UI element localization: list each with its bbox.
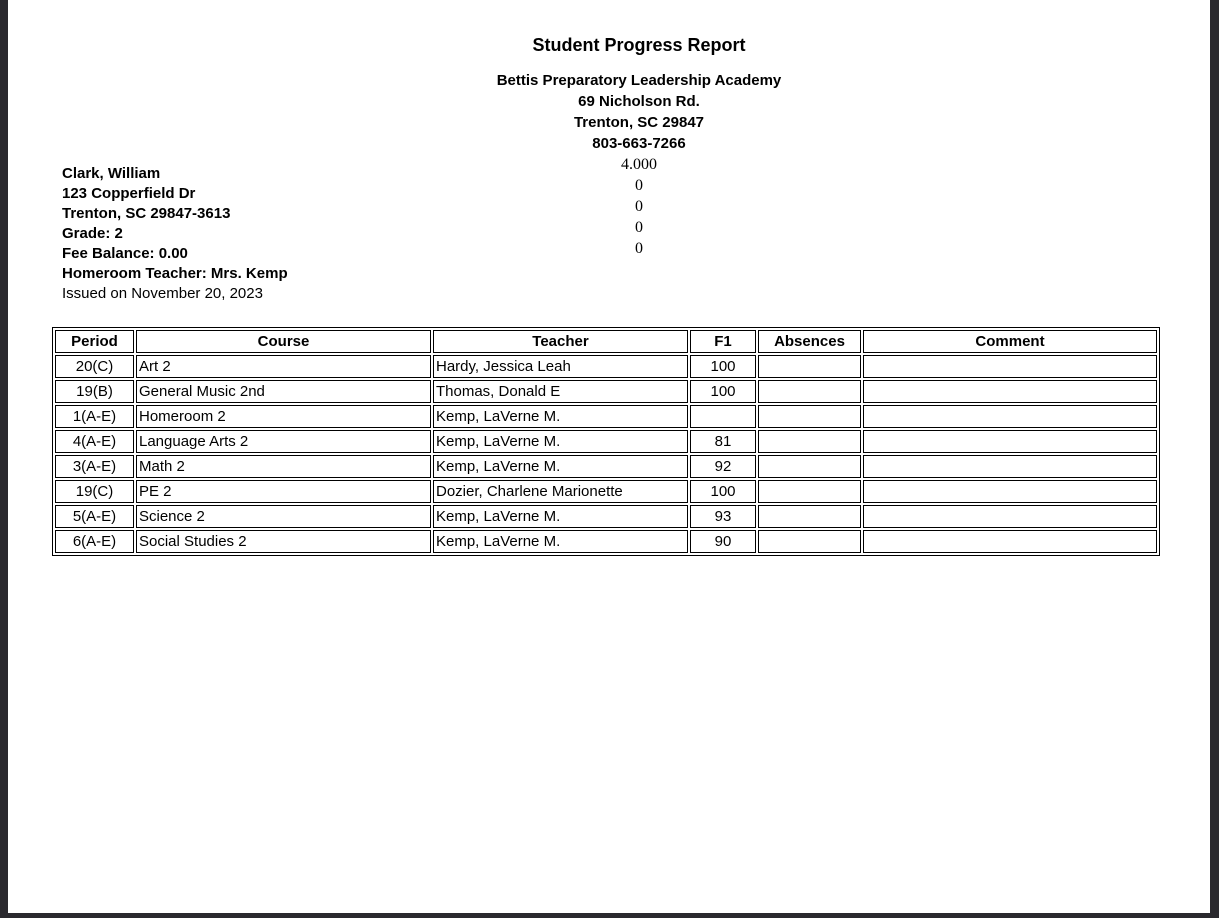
f1-cell: 81 bbox=[690, 430, 756, 453]
comment-cell bbox=[863, 355, 1157, 378]
course-cell: Homeroom 2 bbox=[136, 405, 431, 428]
period-cell: 4(A-E) bbox=[55, 430, 134, 453]
issued-date: Issued on November 20, 2023 bbox=[62, 285, 263, 302]
course-cell: Art 2 bbox=[136, 355, 431, 378]
page-title: Student Progress Report bbox=[532, 35, 746, 55]
table-row bbox=[55, 380, 1157, 403]
teacher-cell: Dozier, Charlene Marionette bbox=[433, 480, 688, 503]
absences-cell bbox=[758, 455, 861, 478]
comment-cell bbox=[863, 380, 1157, 403]
table-row bbox=[55, 505, 1157, 528]
absences-cell bbox=[758, 480, 861, 503]
school-info bbox=[38, 70, 1219, 154]
student-street: 123 Copperfield Dr bbox=[62, 185, 196, 202]
header-comment: Comment bbox=[863, 330, 1157, 353]
summary-value: 0 bbox=[635, 240, 643, 257]
f1-cell: 100 bbox=[690, 380, 756, 403]
period-cell: 6(A-E) bbox=[55, 530, 134, 553]
header-teacher: Teacher bbox=[433, 330, 688, 353]
school-phone: 803-663-7266 bbox=[592, 135, 686, 152]
table-row bbox=[55, 355, 1157, 378]
summary-value: 0 bbox=[635, 198, 643, 215]
teacher-cell: Kemp, LaVerne M. bbox=[433, 530, 688, 553]
absences-cell bbox=[758, 355, 861, 378]
course-cell: Science 2 bbox=[136, 505, 431, 528]
f1-cell: 100 bbox=[690, 480, 756, 503]
summary-value: 0 bbox=[635, 177, 643, 194]
header-period: Period bbox=[55, 330, 134, 353]
table-body bbox=[55, 355, 1157, 553]
comment-cell bbox=[863, 505, 1157, 528]
f1-cell bbox=[690, 405, 756, 428]
teacher-cell: Kemp, LaVerne M. bbox=[433, 430, 688, 453]
absences-cell bbox=[758, 430, 861, 453]
period-cell: 19(B) bbox=[55, 380, 134, 403]
table-row bbox=[55, 455, 1157, 478]
f1-cell: 92 bbox=[690, 455, 756, 478]
absences-cell bbox=[758, 380, 861, 403]
comment-cell bbox=[863, 480, 1157, 503]
period-cell: 19(C) bbox=[55, 480, 134, 503]
comment-cell bbox=[863, 455, 1157, 478]
table-row bbox=[55, 405, 1157, 428]
f1-cell: 90 bbox=[690, 530, 756, 553]
course-cell: Language Arts 2 bbox=[136, 430, 431, 453]
teacher-cell: Kemp, LaVerne M. bbox=[433, 405, 688, 428]
teacher-cell: Kemp, LaVerne M. bbox=[433, 505, 688, 528]
course-cell: PE 2 bbox=[136, 480, 431, 503]
course-cell: Social Studies 2 bbox=[136, 530, 431, 553]
report-page bbox=[8, 0, 1210, 913]
table-row bbox=[55, 430, 1157, 453]
f1-cell: 93 bbox=[690, 505, 756, 528]
teacher-cell: Hardy, Jessica Leah bbox=[433, 355, 688, 378]
school-street: 69 Nicholson Rd. bbox=[578, 93, 700, 110]
table-row bbox=[55, 530, 1157, 553]
header-course: Course bbox=[136, 330, 431, 353]
header-f1: F1 bbox=[690, 330, 756, 353]
summary-value: 0 bbox=[635, 219, 643, 236]
header-absences: Absences bbox=[758, 330, 861, 353]
period-cell: 3(A-E) bbox=[55, 455, 134, 478]
summary-value: 4.000 bbox=[621, 156, 657, 173]
student-name: Clark, William bbox=[62, 165, 161, 182]
f1-cell: 100 bbox=[690, 355, 756, 378]
school-name: Bettis Preparatory Leadership Academy bbox=[496, 72, 782, 89]
student-city-state-zip: Trenton, SC 29847-3613 bbox=[62, 205, 231, 222]
table-row bbox=[55, 480, 1157, 503]
student-fee-balance: Fee Balance: 0.00 bbox=[62, 245, 188, 262]
course-cell: General Music 2nd bbox=[136, 380, 431, 403]
teacher-cell: Kemp, LaVerne M. bbox=[433, 455, 688, 478]
progress-table bbox=[52, 327, 1160, 556]
student-homeroom-teacher: Homeroom Teacher: Mrs. Kemp bbox=[62, 265, 288, 282]
comment-cell bbox=[863, 530, 1157, 553]
course-cell: Math 2 bbox=[136, 455, 431, 478]
period-cell: 5(A-E) bbox=[55, 505, 134, 528]
comment-cell bbox=[863, 430, 1157, 453]
period-cell: 1(A-E) bbox=[55, 405, 134, 428]
absences-cell bbox=[758, 530, 861, 553]
student-grade: Grade: 2 bbox=[62, 225, 123, 242]
school-city-state-zip: Trenton, SC 29847 bbox=[573, 114, 705, 131]
teacher-cell: Thomas, Donald E bbox=[433, 380, 688, 403]
student-info bbox=[62, 164, 288, 304]
absences-cell bbox=[758, 405, 861, 428]
table-header-row bbox=[55, 330, 1157, 353]
period-cell: 20(C) bbox=[55, 355, 134, 378]
absences-cell bbox=[758, 505, 861, 528]
comment-cell bbox=[863, 405, 1157, 428]
